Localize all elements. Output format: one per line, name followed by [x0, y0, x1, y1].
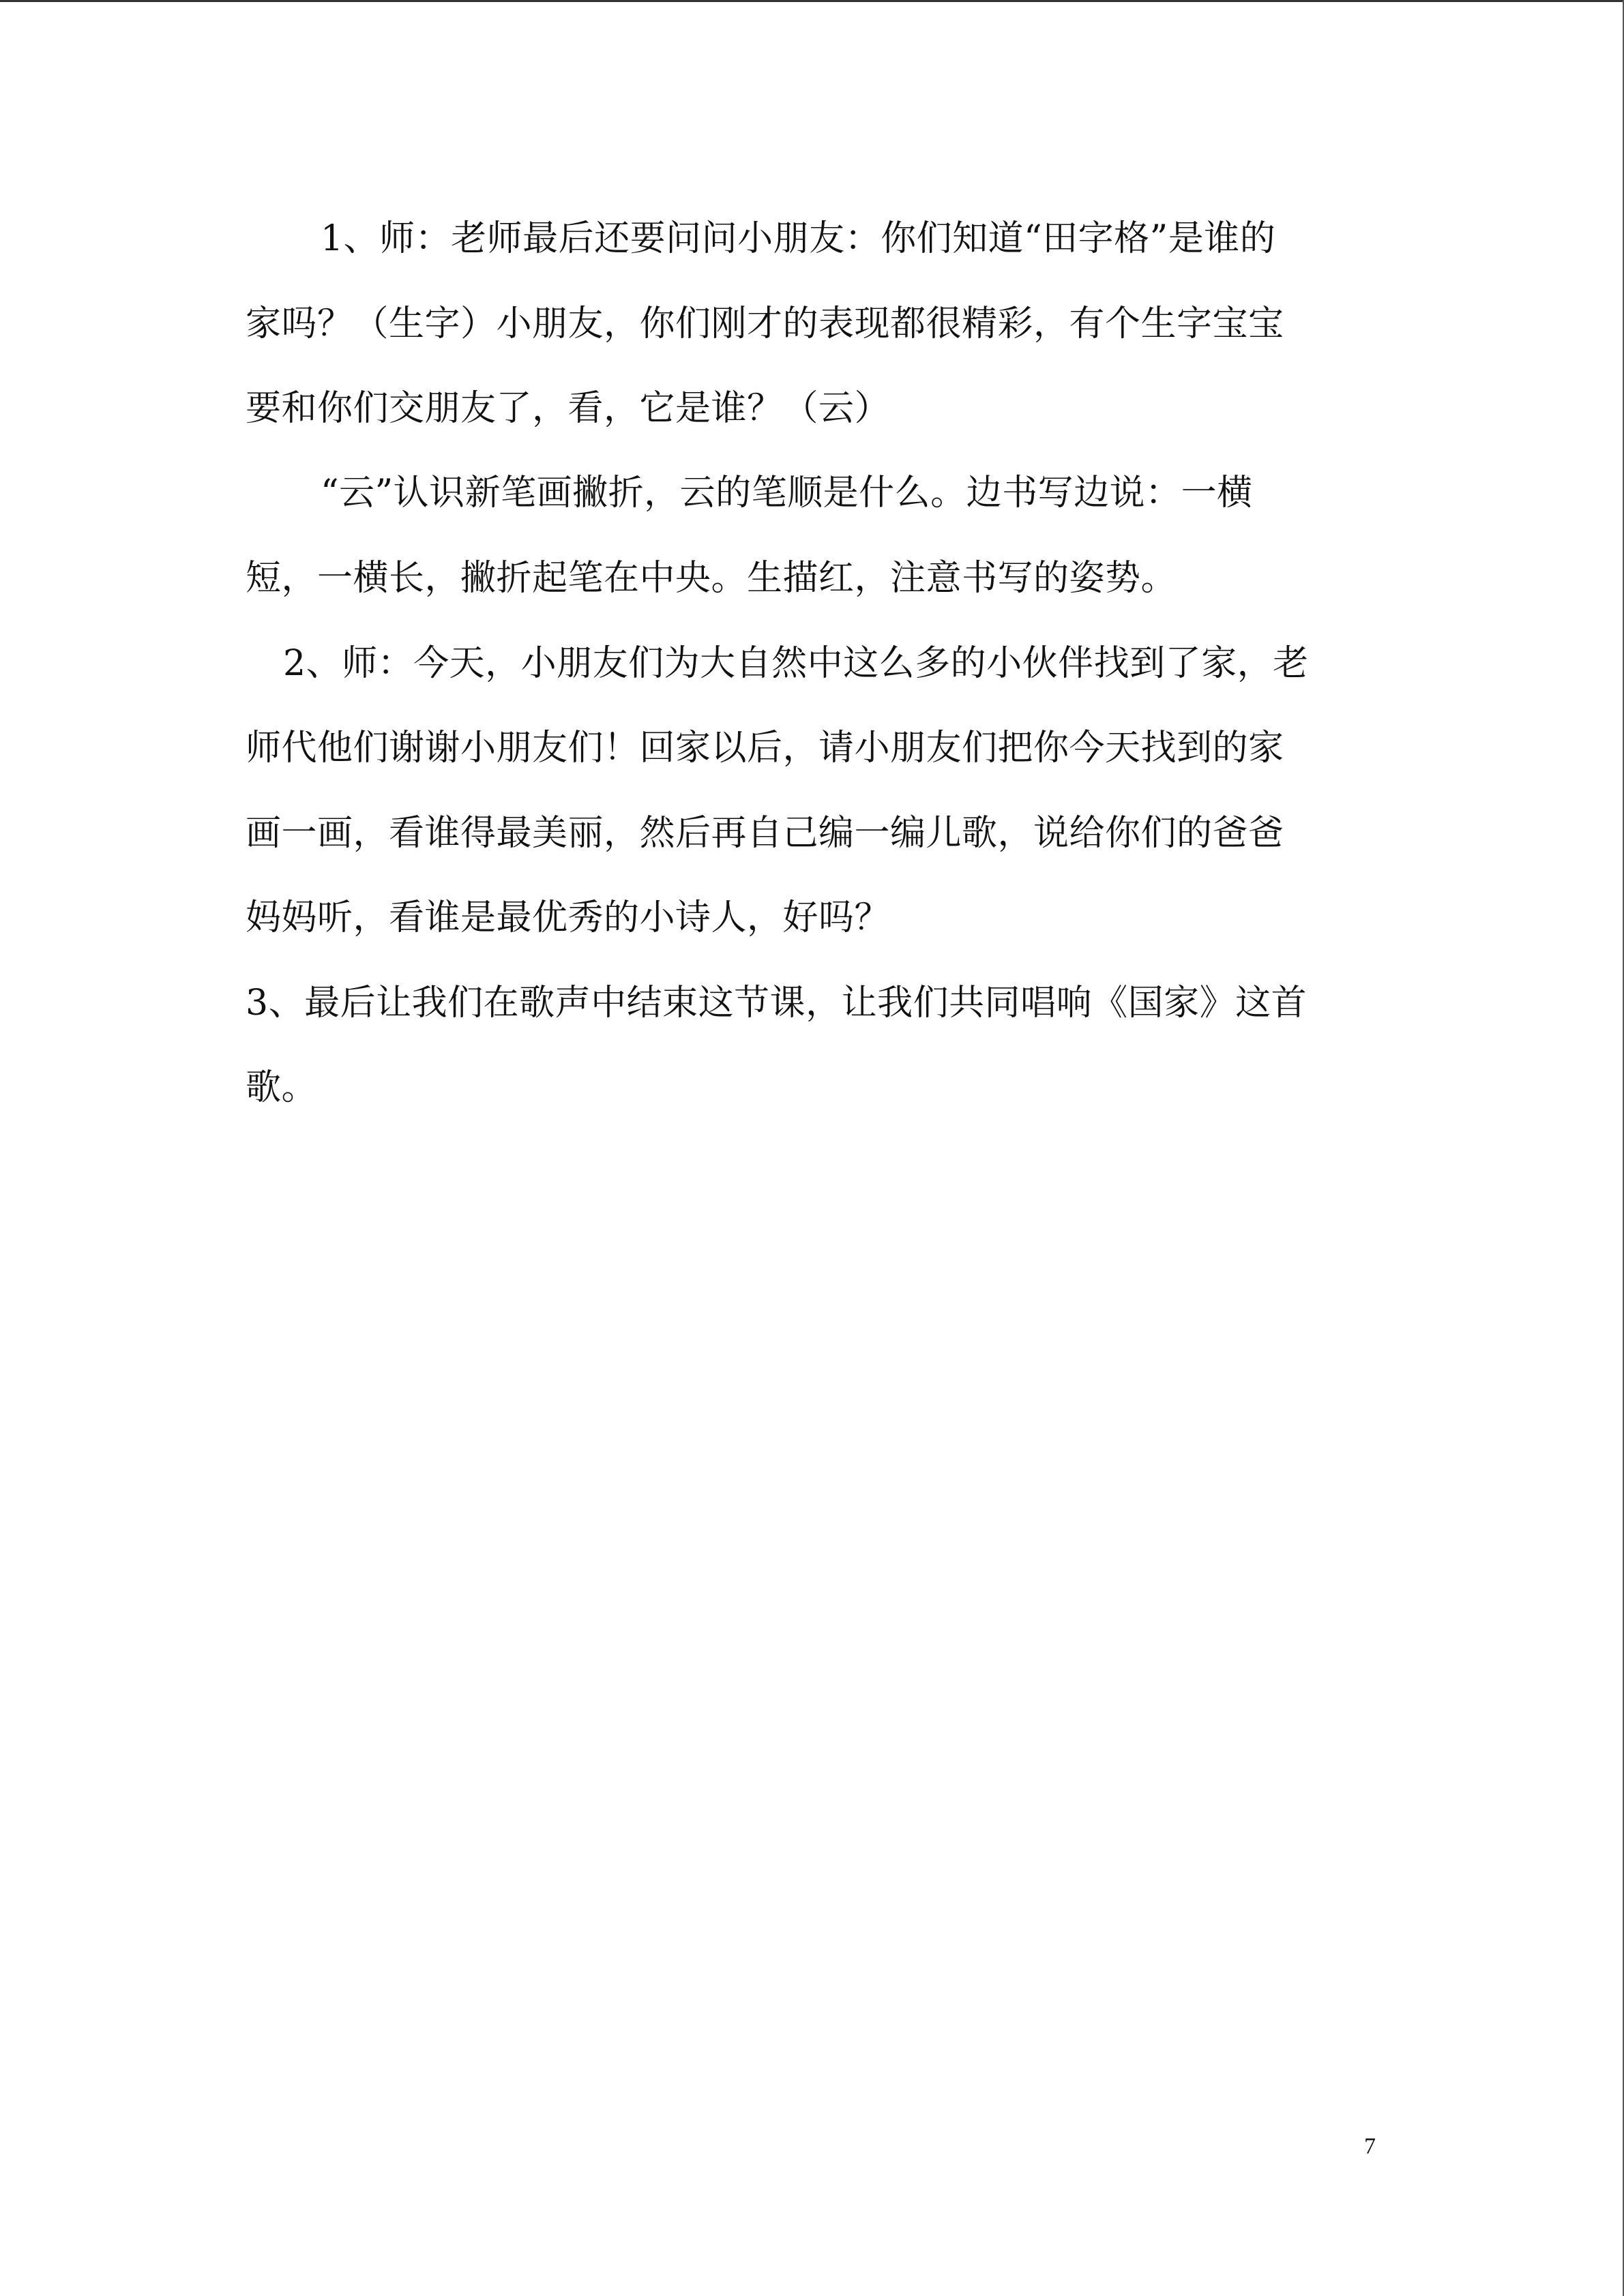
paragraph-4-line-2: 歌。: [246, 1067, 318, 1108]
paragraph-2-line-2: 短，一横长，撇折起笔在中央。生描红，注意书写的姿势。: [246, 558, 1177, 599]
paragraph-1-line-3: 要和你们交朋友了，看，它是谁？（云）: [246, 388, 891, 429]
paragraph-4-line-1: 3、最后让我们在歌声中结束这节课，让我们共同唱响《国家》这首: [246, 983, 1308, 1024]
paragraph-1-line-1: 1、师：老师最后还要问问小朋友：你们知道“田字格”是谁的: [321, 218, 1276, 259]
page-top-border: [0, 0, 1624, 2]
paragraph-3-line-4: 妈妈听，看谁是最优秀的小诗人，好吗？: [246, 897, 891, 938]
paragraph-3-line-2: 师代他们谢谢小朋友们！回家以后，请小朋友们把你今天找到的家: [246, 728, 1284, 769]
page-number: 7: [1364, 2134, 1376, 2159]
paragraph-2-line-1: “云”认识新笔画撇折，云的笔顺是什么。边书写边说：一横: [321, 473, 1253, 513]
paragraph-3-line-3: 画一画，看谁得最美丽，然后再自己编一编儿歌，说给你们的爸爸: [246, 813, 1284, 854]
paragraph-1-line-2: 家吗？（生字）小朋友，你们刚才的表现都很精彩，有个生字宝宝: [246, 303, 1284, 344]
paragraph-3-line-1: 2、师：今天，小朋友们为大自然中这么多的小伙伴找到了家，老: [283, 643, 1309, 684]
